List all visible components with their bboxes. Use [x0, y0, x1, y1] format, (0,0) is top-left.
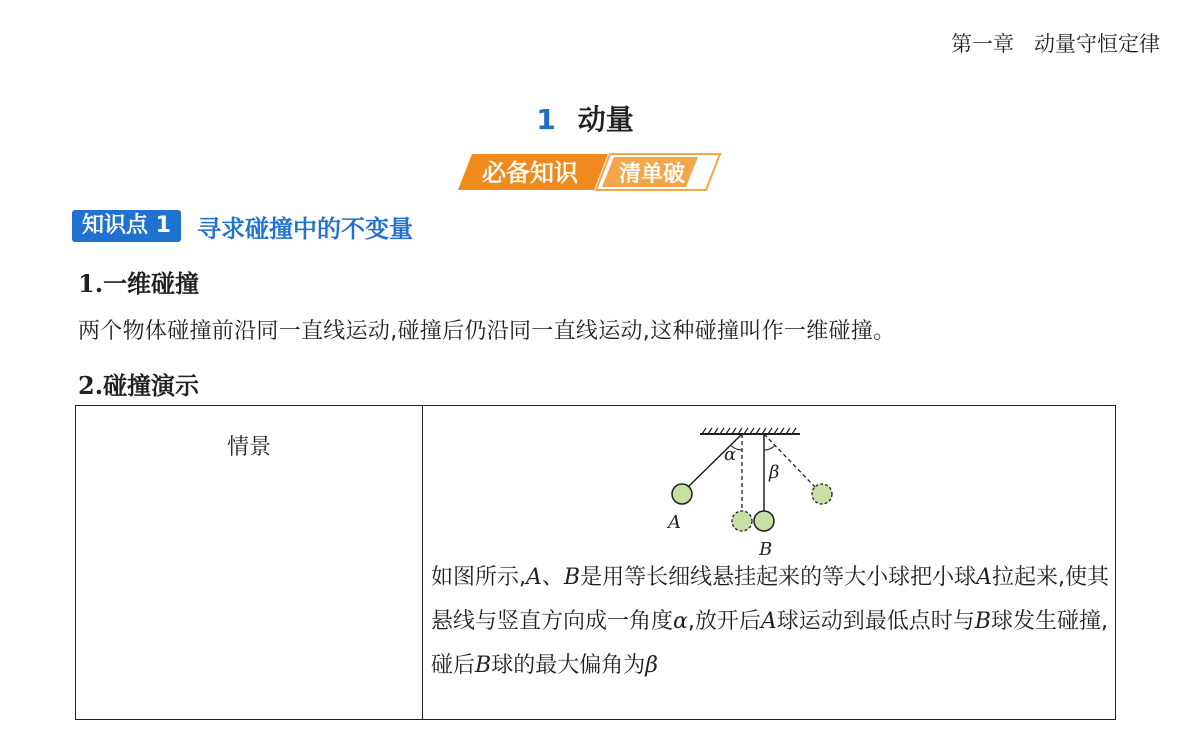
ball-b — [754, 511, 774, 531]
pendulum-figure — [668, 416, 880, 560]
badge-right-text: 清单破 — [618, 162, 686, 187]
heading-number: 2. — [78, 371, 104, 400]
label-alpha: α — [724, 444, 737, 465]
scene-label: 情景 — [226, 435, 271, 460]
angle-beta-arc — [764, 445, 775, 450]
ball-b-dashed — [812, 484, 832, 504]
section-number: 1 — [536, 103, 556, 136]
knowledge-badge — [458, 152, 720, 192]
page-title — [0, 98, 1170, 138]
ball-a — [672, 484, 692, 504]
knowledge-point-tag: 知识点 1 — [72, 210, 181, 242]
ceiling-support — [700, 428, 800, 434]
section-title: 动量 — [577, 103, 634, 136]
demo-table — [75, 405, 1116, 720]
label-ball-a: A — [668, 512, 681, 533]
heading-collision-demo — [78, 366, 199, 401]
scene-description: 如图所示,A、B是用等长细线悬挂起来的等大小球把小球A拉起来,使其悬线与竖直方向成一角度α,放开后A球运动到最低点时与B球发生碰撞,碰后B球的最大偏角为β — [431, 565, 1109, 678]
scene-label-cell — [76, 406, 423, 720]
label-beta: β — [769, 462, 780, 483]
chapter-header: 第一章 动量守恒定律 — [950, 32, 1160, 56]
definition-paragraph: 两个物体碰撞前沿同一直线运动,碰撞后仍沿同一直线运动,这种碰撞叫作一维碰撞。 — [78, 319, 896, 344]
heading-text: 一维碰撞 — [103, 270, 200, 298]
heading-one-dimensional-collision — [78, 264, 199, 299]
knowledge-point-heading — [72, 210, 413, 242]
label-ball-b: B — [759, 539, 773, 560]
scene-content-cell — [423, 406, 1116, 720]
heading-text: 碰撞演示 — [103, 372, 200, 400]
knowledge-point-title: 寻求碰撞中的不变量 — [196, 214, 413, 243]
ball-a-dashed — [732, 511, 752, 531]
heading-number: 1. — [78, 269, 104, 298]
badge-left-text: 必备知识 — [482, 159, 578, 187]
